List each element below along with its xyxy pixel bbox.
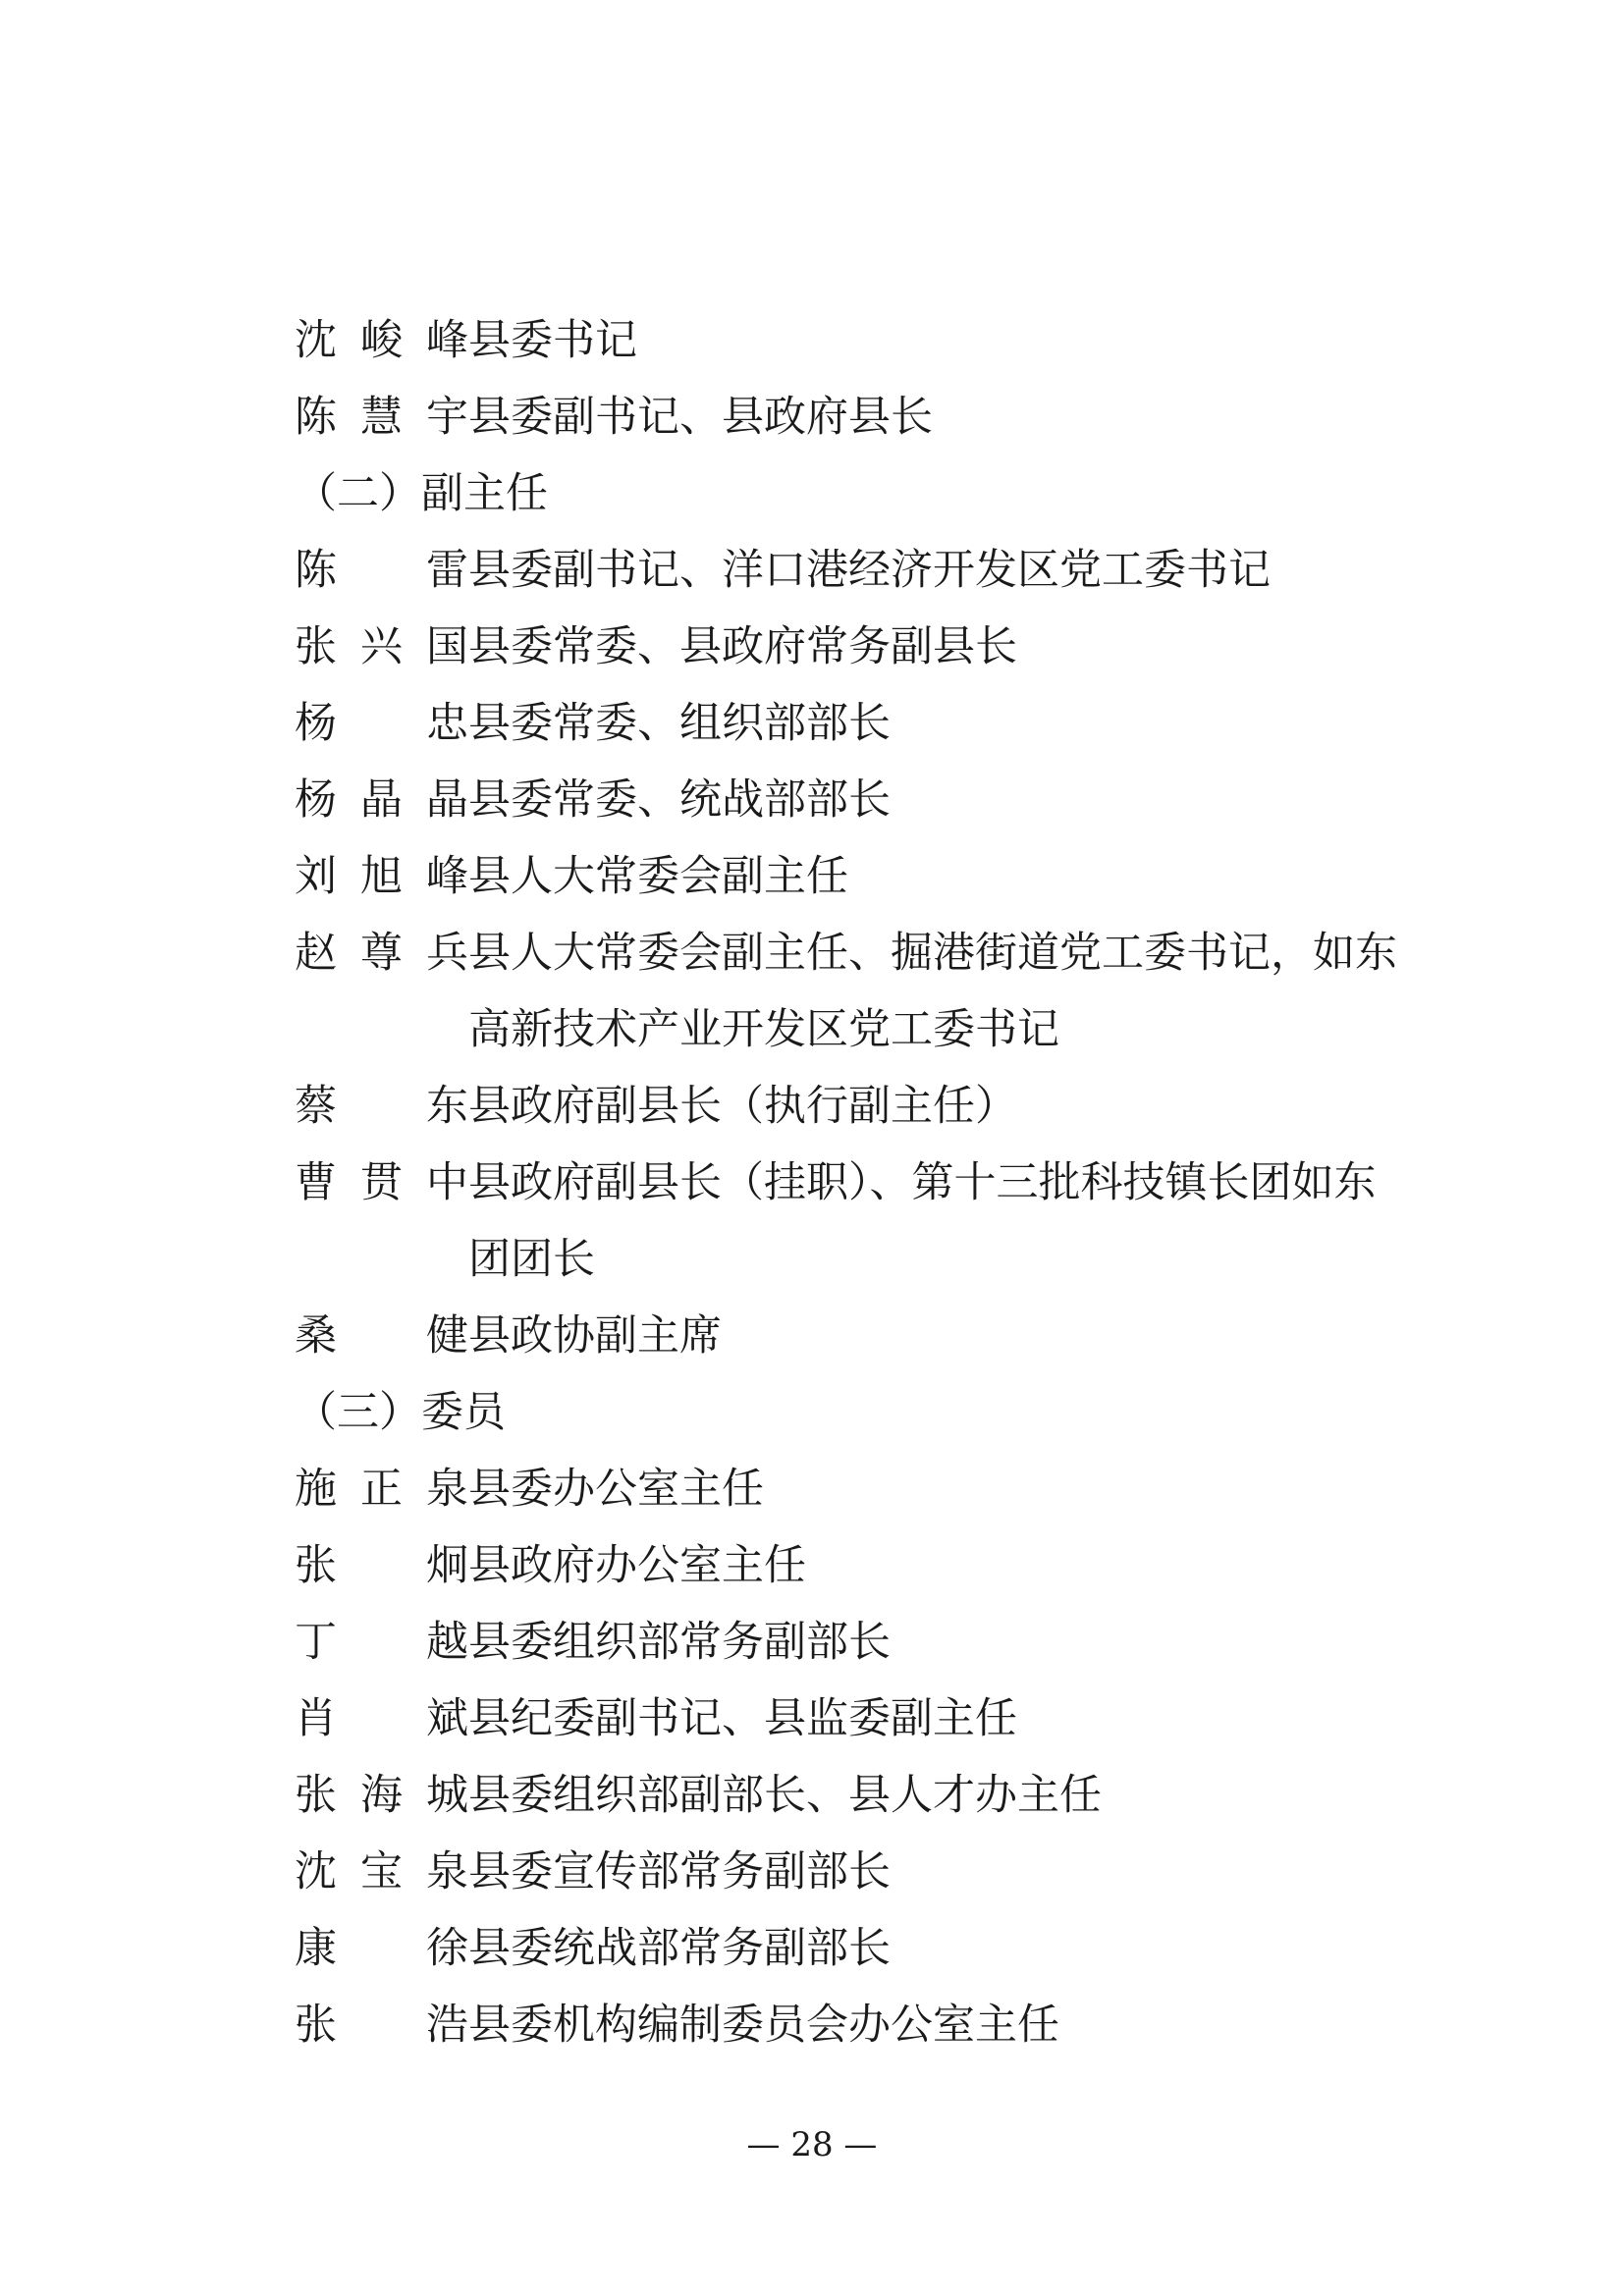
name-char <box>375 1298 389 1374</box>
name-char: 肖 <box>295 1694 337 1743</box>
name-char: 中 <box>426 1158 468 1207</box>
name-char: 康 <box>295 1924 337 1973</box>
member-title: 县政府副县长（执行副主任） <box>468 1082 1017 1131</box>
name-char <box>375 1910 389 1987</box>
member-name <box>295 1145 468 1221</box>
name-char: 旭 <box>360 852 403 901</box>
name-char: 沈 <box>295 1847 337 1896</box>
member-row <box>295 1681 1434 1757</box>
member-row <box>295 1987 1434 2063</box>
name-char <box>375 1604 389 1681</box>
member-list <box>295 302 1434 2063</box>
name-char: 杨 <box>295 775 337 825</box>
name-char: 刘 <box>295 852 337 901</box>
member-row <box>295 1910 1434 1987</box>
name-char: 兴 <box>360 622 403 671</box>
member-name <box>295 609 468 685</box>
member-row <box>295 762 1434 838</box>
name-char: 陈 <box>295 393 337 442</box>
page-number: — 28 — <box>746 2125 878 2164</box>
name-char: 张 <box>295 1541 337 1590</box>
member-title-line-1: 县人大常委会副主任、掘港街道党工委书记，如东 <box>468 929 1397 978</box>
member-row <box>295 915 1434 1068</box>
name-char <box>375 1068 389 1145</box>
member-title: 县委宣传部常务副部长 <box>468 1847 891 1896</box>
name-char: 施 <box>295 1465 337 1514</box>
member-row <box>295 379 1434 455</box>
member-title <box>468 1145 1411 1298</box>
member-row <box>295 1451 1434 1527</box>
member-row <box>295 1145 1434 1298</box>
member-title <box>468 915 1411 1068</box>
member-row <box>295 838 1434 915</box>
name-char: 张 <box>295 1771 337 1820</box>
member-row <box>295 609 1434 685</box>
member-row <box>295 532 1434 609</box>
member-name <box>295 1681 468 1757</box>
member-row <box>295 1527 1434 1604</box>
name-char: 国 <box>426 622 468 671</box>
member-title: 县政协副主席 <box>468 1311 722 1361</box>
member-title: 县委常委、统战部部长 <box>468 775 891 825</box>
member-title: 县委组织部副部长、县人才办主任 <box>468 1771 1102 1820</box>
member-name <box>295 1987 468 2063</box>
name-char <box>375 1987 389 2063</box>
name-char <box>375 1527 389 1604</box>
member-name <box>295 1834 468 1910</box>
member-title: 县委组织部常务副部长 <box>468 1618 891 1667</box>
name-char: 东 <box>425 1082 468 1131</box>
name-char: 浩 <box>425 2001 468 2050</box>
name-char: 城 <box>426 1771 468 1820</box>
member-title: 县人大常委会副主任 <box>468 852 848 901</box>
name-char: 峰 <box>426 316 468 365</box>
member-name <box>295 1298 468 1374</box>
name-char: 泉 <box>426 1847 468 1896</box>
name-char: 曹 <box>295 1158 337 1207</box>
member-title: 县委统战部常务副部长 <box>468 1924 891 1973</box>
member-row <box>295 685 1434 762</box>
name-char: 陈 <box>295 546 337 595</box>
name-char: 忠 <box>425 699 468 748</box>
name-char: 斌 <box>425 1694 468 1743</box>
member-name <box>295 838 468 915</box>
member-title: 县委常委、组织部部长 <box>468 699 891 748</box>
name-char: 蔡 <box>295 1082 337 1131</box>
member-name <box>295 915 468 991</box>
name-char: 丁 <box>295 1618 337 1667</box>
member-title: 县委机构编制委员会办公室主任 <box>468 2001 1059 2050</box>
member-row <box>295 1604 1434 1681</box>
member-name <box>295 685 468 762</box>
member-title-line-2: 团团长 <box>468 1235 595 1284</box>
name-char: 兵 <box>426 929 468 978</box>
name-char: 沈 <box>295 316 337 365</box>
name-char: 宝 <box>360 1847 403 1896</box>
member-title: 县委副书记、县政府县长 <box>468 393 933 442</box>
name-char: 尊 <box>360 929 403 978</box>
name-char: 杨 <box>295 699 337 748</box>
member-title: 县委书记 <box>468 316 637 365</box>
name-char: 峻 <box>360 316 403 365</box>
member-name <box>295 1757 468 1834</box>
name-char: 晶 <box>360 775 403 825</box>
member-title: 县纪委副书记、县监委副主任 <box>468 1694 1017 1743</box>
member-name <box>295 1604 468 1681</box>
member-row <box>295 1068 1434 1145</box>
member-title: 县政府办公室主任 <box>468 1541 806 1590</box>
member-name <box>295 302 468 379</box>
member-name <box>295 1068 468 1145</box>
member-name <box>295 379 468 455</box>
name-char: 炯 <box>425 1541 468 1590</box>
section-heading-members: （三）委员 <box>295 1388 506 1437</box>
member-title-line-1: 县政府副县长（挂职）、第十三批科技镇长团如东 <box>468 1158 1377 1207</box>
member-row <box>295 1298 1434 1374</box>
name-char: 徐 <box>425 1924 468 1973</box>
section-heading-vice-directors: （二）副主任 <box>295 469 548 518</box>
name-char: 桑 <box>295 1311 337 1361</box>
name-char <box>375 532 389 609</box>
name-char: 正 <box>360 1465 403 1514</box>
name-char: 晶 <box>426 775 468 825</box>
name-char: 健 <box>425 1311 468 1361</box>
member-row <box>295 1757 1434 1834</box>
member-name <box>295 1527 468 1604</box>
name-char: 贯 <box>360 1158 403 1207</box>
member-name <box>295 1451 468 1527</box>
name-char <box>375 1681 389 1757</box>
name-char: 泉 <box>426 1465 468 1514</box>
name-char: 张 <box>295 2001 337 2050</box>
member-name <box>295 762 468 838</box>
name-char: 峰 <box>426 852 468 901</box>
name-char: 宇 <box>426 393 468 442</box>
member-row <box>295 302 1434 379</box>
name-char: 海 <box>360 1771 403 1820</box>
name-char <box>375 685 389 762</box>
member-name <box>295 532 468 609</box>
member-title: 县委常委、县政府常务副县长 <box>468 622 1017 671</box>
member-row <box>295 1834 1434 1910</box>
name-char: 慧 <box>360 393 403 442</box>
name-char: 张 <box>295 622 337 671</box>
name-char: 赵 <box>295 929 337 978</box>
member-title: 县委办公室主任 <box>468 1465 764 1514</box>
member-title: 县委副书记、洋口港经济开发区党工委书记 <box>468 546 1271 595</box>
name-char: 雷 <box>425 546 468 595</box>
name-char: 越 <box>425 1618 468 1667</box>
member-title-line-2: 高新技术产业开发区党工委书记 <box>468 1005 1059 1054</box>
member-name <box>295 1910 468 1987</box>
